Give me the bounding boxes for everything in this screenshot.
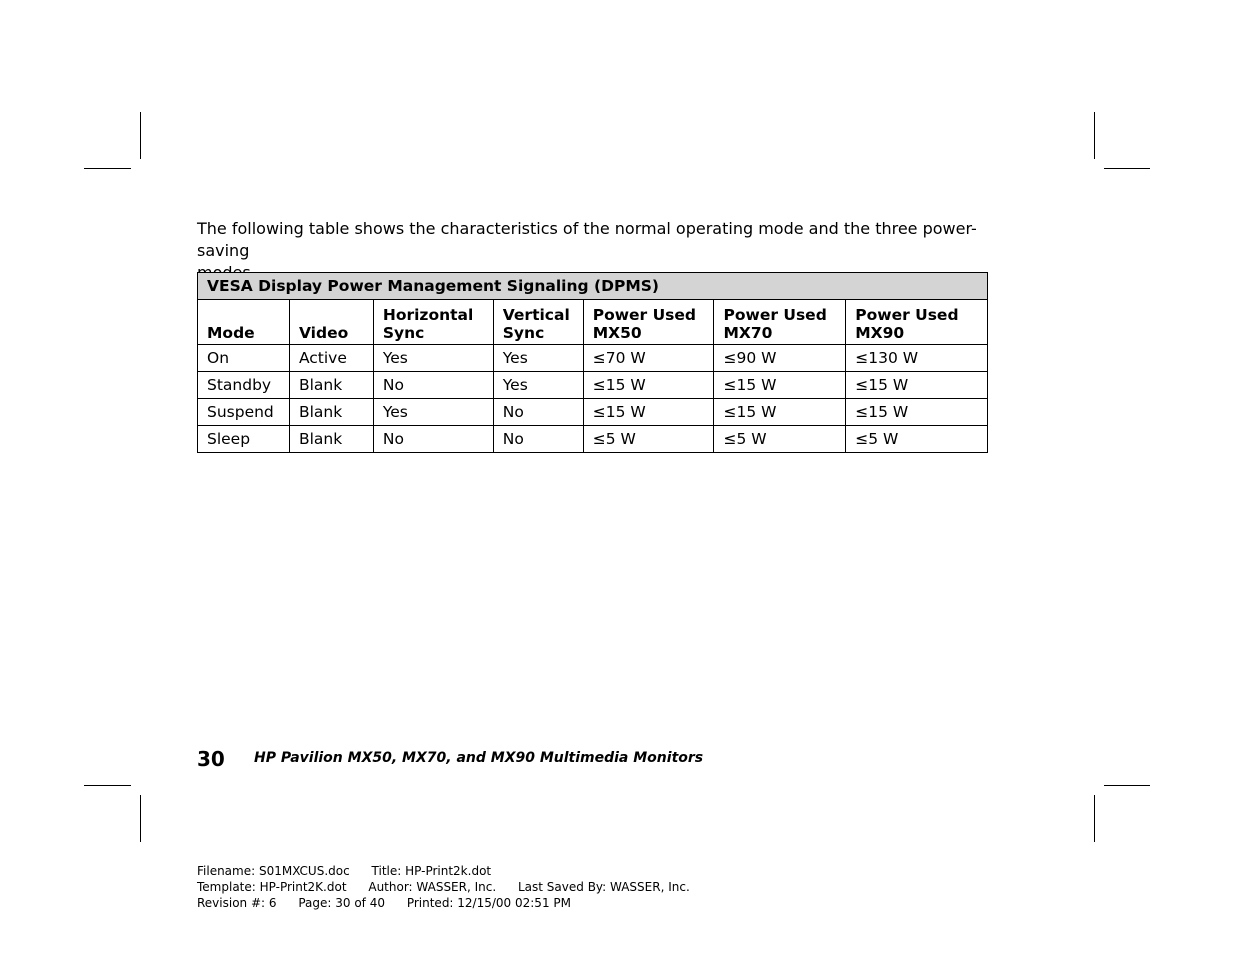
footer-last-saved: Last Saved By: WASSER, Inc. [518,880,690,894]
table-row [198,426,988,453]
table-cell: ≤15 W [846,372,988,399]
table-cell: No [493,426,583,453]
footer-page: Page: 30 of 40 [298,896,385,910]
table-cell: ≤5 W [583,426,714,453]
footer-printed: Printed: 12/15/00 02:51 PM [406,896,571,910]
crop-mark-bottom-right-vertical [1094,795,1095,842]
table-cell: Yes [373,399,493,426]
crop-mark-top-right-vertical [1094,112,1095,159]
crop-mark-top-left-vertical [140,112,141,159]
table-title: VESA Display Power Management Signaling (DPMS) [198,273,988,300]
table-cell: No [373,372,493,399]
page-number: 30 [197,747,225,771]
table-cell: ≤15 W [714,399,846,426]
table-cell: ≤70 W [583,345,714,372]
column-header-power-mx50: Power Used MX50 [583,300,714,345]
crop-mark-bottom-left-horizontal [84,785,131,786]
table-cell: Blank [289,399,373,426]
crop-mark-bottom-left-vertical [140,795,141,842]
column-header-vertical-sync: Vertical Sync [493,300,583,345]
column-header-video: Video [289,300,373,345]
document-footer [197,863,708,911]
footer-line-1 [197,863,708,879]
footer-revision: Revision #: 6 [197,896,277,910]
crop-mark-top-left-horizontal [84,168,131,169]
table-row [198,345,988,372]
table-cell: ≤5 W [714,426,846,453]
table-cell: Yes [373,345,493,372]
table-cell: ≤15 W [583,399,714,426]
intro-line-1: The following table shows the characteristics of the normal operating mode and the three power-saving [197,219,977,260]
column-header-power-mx90: Power Used MX90 [846,300,988,345]
table-cell: ≤5 W [846,426,988,453]
column-header-horizontal-sync: Horizontal Sync [373,300,493,345]
table-cell: ≤15 W [714,372,846,399]
footer-line-3 [197,895,708,911]
table-cell: ≤90 W [714,345,846,372]
footer-filename: Filename: S01MXCUS.doc [197,864,350,878]
table-cell: Active [289,345,373,372]
table-cell: Sleep [198,426,290,453]
table-cell: Suspend [198,399,290,426]
table-header-row [198,300,988,345]
table-cell: No [493,399,583,426]
footer-line-2 [197,879,708,895]
column-header-mode: Mode [198,300,290,345]
footer-title: Title: HP-Print2k.dot [371,864,492,878]
footer-author: Author: WASSER, Inc. [368,880,497,894]
footer-template: Template: HP-Print2K.dot [197,880,347,894]
table-cell: No [373,426,493,453]
table-row [198,372,988,399]
column-header-power-mx70: Power Used MX70 [714,300,846,345]
table-cell: ≤15 W [846,399,988,426]
dpms-table [197,272,988,453]
table-cell: Yes [493,345,583,372]
crop-mark-bottom-right-horizontal [1104,785,1150,786]
table-row [198,399,988,426]
table-cell: On [198,345,290,372]
table-cell: Standby [198,372,290,399]
running-head: HP Pavilion MX50, MX70, and MX90 Multimedia Monitors [254,750,704,766]
table-cell: Yes [493,372,583,399]
table-cell: Blank [289,426,373,453]
crop-mark-top-right-horizontal [1104,168,1150,169]
table-cell: Blank [289,372,373,399]
table-cell: ≤130 W [846,345,988,372]
table-cell: ≤15 W [583,372,714,399]
